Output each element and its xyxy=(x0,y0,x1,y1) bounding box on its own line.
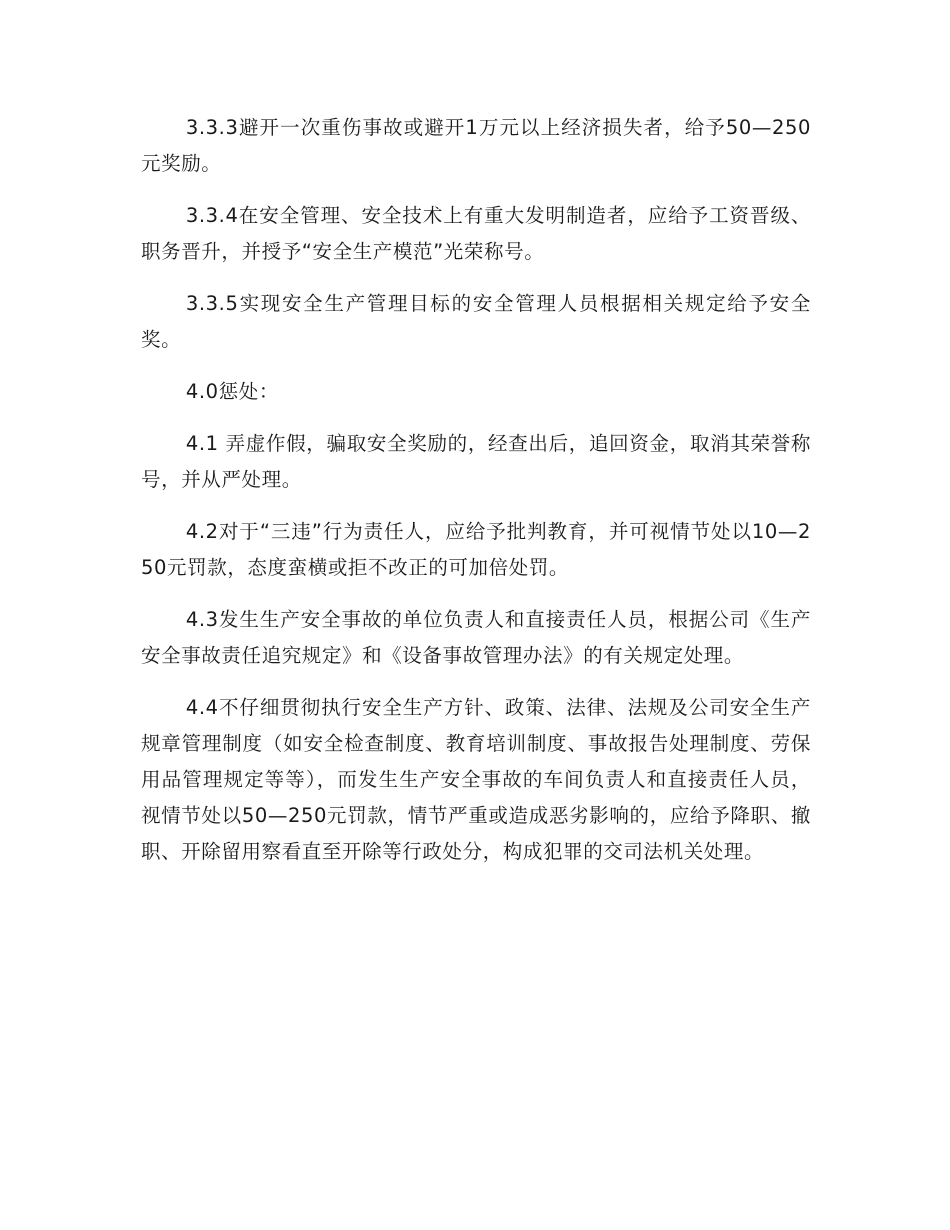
paragraph-4-3: 4.3发生生产安全事故的单位负责人和直接责任人员，根据公司《生产安全事故责任追究规定》和《设备事故管理办法》的有关规定处理。 xyxy=(141,608,811,667)
paragraph-4-2: 4.2对于“三违”行为责任人，应给予批判教育，并可视情节处以10—250元罚款，态度蛮横或拒不改正的可加倍处罚。 xyxy=(141,520,811,579)
section-heading-4-0: 4.0惩处： xyxy=(185,380,279,403)
paragraph-3-3-5: 3.3.5实现安全生产管理目标的安全管理人员根据相关规定给予安全奖。 xyxy=(141,292,811,351)
paragraph-4-4: 4.4不仔细贯彻执行安全生产方针、政策、法律、法规及公司安全生产规章管理制度（如安全检查制度、教育培训制度、事故报告处理制度、劳保用品管理规定等等），而发生生产安全事故的车间负责人和直接责任人员，视情节处以50—250元罚款，情节严重或造成恶劣影响的，应给予降职、撤职、开除留用察看直至开除等行政处分，构成犯罪的交司法机关处理。 xyxy=(141,696,811,863)
paragraph-3-3-3: 3.3.3避开一次重伤事故或避开1万元以上经济损失者，给予50—250元奖励。 xyxy=(141,116,811,175)
paragraph-4-1: 4.1 弄虚作假，骗取安全奖励的，经查出后，追回资金，取消其荣誉称号，并从严处理。 xyxy=(141,432,811,491)
document-body xyxy=(141,110,811,886)
paragraph-3-3-4: 3.3.4在安全管理、安全技术上有重大发明制造者，应给予工资晋级、职务晋升，并授予“安全生产模范”光荣称号。 xyxy=(141,204,811,263)
